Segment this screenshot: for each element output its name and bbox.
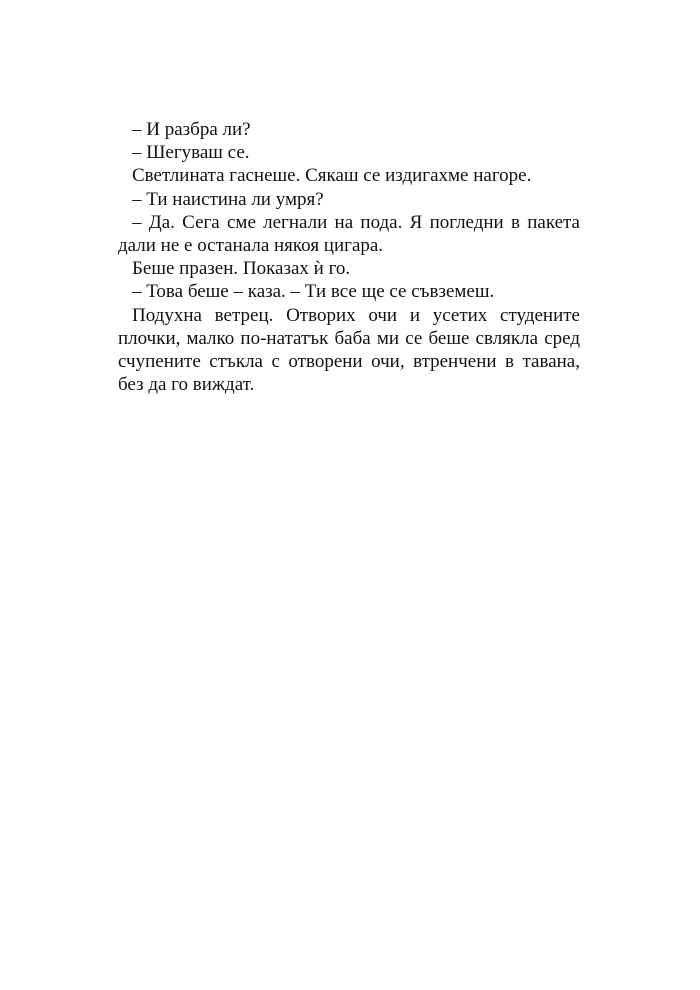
paragraph-4: – Ти наистина ли умря? — [132, 188, 324, 210]
paragraph-7: – Това беше – каза. – Ти все ще се съвземеш. — [132, 281, 495, 303]
paragraph-6: Беше празен. Показах ѝ го. — [132, 258, 351, 280]
paragraph-8: Подухна ветрец. Отворих очи и усетих студените плочки, малко по-нататък баба ми се беше свлякла сред счупените стъкла с отворени очи, втренчени в тавана, без да го виждат. — [118, 304, 580, 396]
paragraph-3: Светлината гаснеше. Сякаш се издигахме нагоре. — [132, 165, 532, 187]
paragraph-2: – Шегуваш се. — [132, 142, 250, 164]
page-text — [118, 118, 580, 396]
paragraph-5: – Да. Сега сме легнали на пода. Я погледни в пакета дали не е останала някоя цигара. — [118, 211, 580, 257]
paragraph-1: – И разбра ли? — [132, 119, 251, 140]
